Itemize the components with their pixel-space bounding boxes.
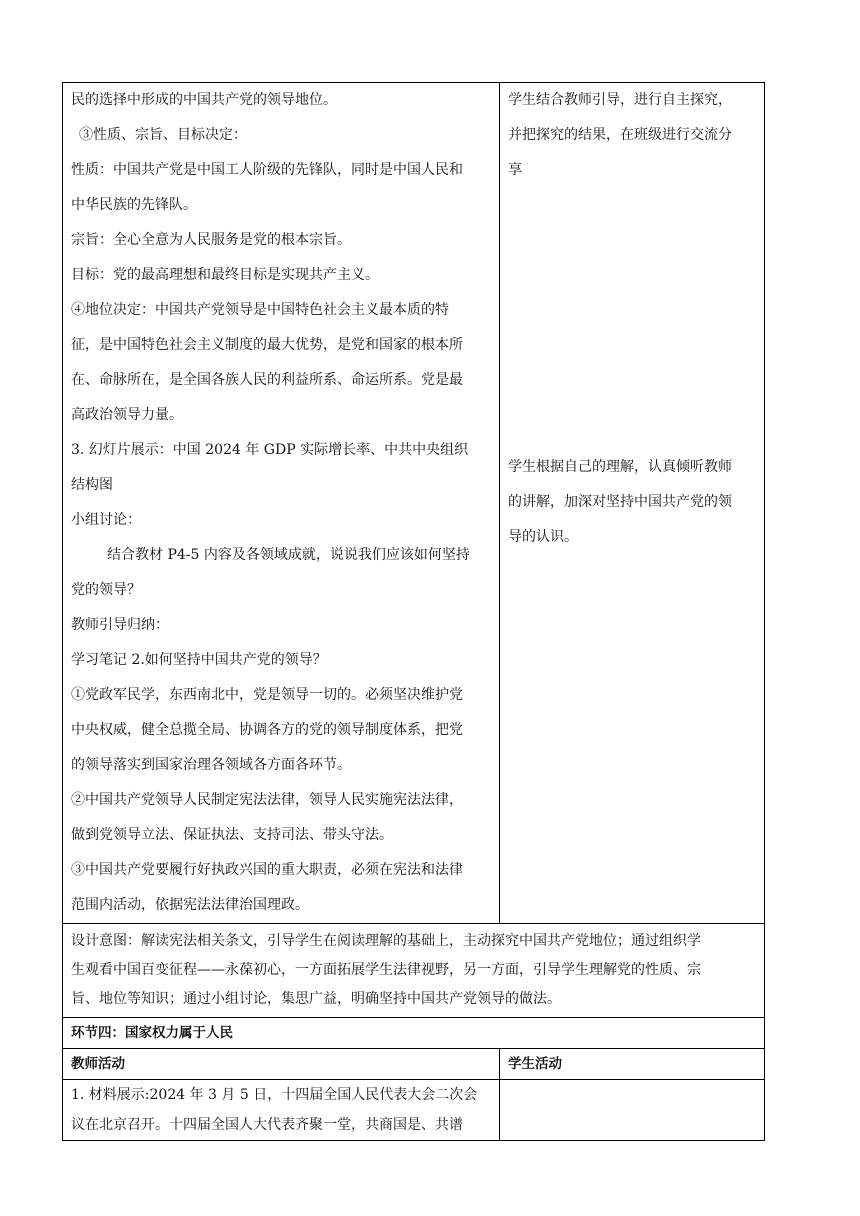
text-line: 在、命脉所在，是全国各族人民的利益所系、命运所系。党是最 [71,372,463,388]
text-line: 学生根据自己的理解，认真倾听教师 [508,459,732,475]
text-line: 1. 材料展示:2024 年 3 月 5 日，十四届全国人民代表大会二次会 [71,1087,478,1103]
text-line: 小组讨论： [71,512,141,528]
text-line: 学习笔记 2.如何坚持中国共产党的领导？ [71,652,327,668]
text-line: 范围内活动，依据宪法法律治国理政。 [71,897,309,913]
text-line: 性质：中国共产党是中国工人阶级的先锋队，同时是中国人民和 [71,162,463,178]
text-line: 议在北京召开。十四届全国人大代表齐聚一堂，共商国是、共谱 [71,1117,463,1133]
design-intent-text [63,927,764,1014]
text-line: 结构图 [71,477,113,493]
section-title-cell [63,1018,765,1049]
text-line: 目标：党的最高理想和最终目标是实现共产主义。 [71,267,379,283]
text-line: 宗旨：全心全意为人民服务是党的根本宗旨。 [71,232,351,248]
student-activity-cell [500,83,765,924]
lesson-plan-table [62,82,765,1141]
text-line: 中央权威，健全总揽全局、协调各方的党的领导制度体系，把党 [71,722,463,738]
text-line: 结合教材 P4-5 内容及各领域成就，说说我们应该如何坚持 [107,547,470,563]
design-intent-row [63,924,765,1018]
teacher-activity-header: 教师活动 [71,1056,125,1072]
text-line: 做到党领导立法、保证执法、支持司法、带头守法。 [71,827,393,843]
text-line: 征，是中国特色社会主义制度的最大优势，是党和国家的根本所 [71,337,463,353]
text-line: 的领导落实到国家治理各领域各方面各环节。 [71,757,351,773]
teacher-header-cell [63,1049,500,1080]
teacher-activity-cell [63,83,500,924]
text-line: 高政治领导力量。 [71,407,183,423]
text-line: 享 [508,162,522,178]
design-intent-cell [63,924,765,1018]
student-header-cell [500,1049,765,1080]
text-line: 生观看中国百变征程——永葆初心，一方面拓展学生法律视野，另一方面，引导学生理解党的性质、宗 [71,962,701,978]
text-line: 旨、地位等知识；通过小组讨论，集思广益，明确坚持中国共产党领导的做法。 [71,991,561,1007]
material-row [63,1080,765,1141]
text-line: 党的领导？ [71,582,141,598]
text-line: ③中国共产党要履行好执政兴国的重大职责，必须在宪法和法律 [71,862,463,878]
student-activity-block-2 [500,450,764,555]
text-line: 民的选择中形成的中国共产党的领导地位。 [71,92,337,108]
text-line: 导的认识。 [508,529,578,545]
student-activity-header: 学生活动 [508,1056,562,1072]
material-student-cell [500,1080,765,1141]
text-line: 教师引导归纳： [71,617,169,633]
material-cell [63,1080,500,1141]
section-title: 环节四：国家权力属于人民 [71,1025,233,1041]
text-line: ④地位决定：中国共产党领导是中国特色社会主义最本质的特 [71,302,449,318]
text-line: 并把探究的结果，在班级进行交流分 [508,127,732,143]
text-line: 的讲解，加深对坚持中国共产党的领 [508,494,732,510]
section-title-row [63,1018,765,1049]
teaching-row [63,83,765,924]
material-text [63,1080,499,1140]
text-line: 设计意图：解读宪法相关条文，引导学生在阅读理解的基础上，主动探究中国共产党地位；通过组织学 [71,933,701,949]
text-line: 3. 幻灯片展示：中国 2024 年 GDP 实际增长率、中共中央组织 [71,442,469,458]
text-line: 学生结合教师引导，进行自主探究， [508,92,732,108]
text-line: 中华民族的先锋队。 [71,197,197,213]
column-header-row [63,1049,765,1080]
text-line: ②中国共产党领导人民制定宪法法律，领导人民实施宪法法律， [71,792,463,808]
text-line: ③性质、宗旨、目标决定： [79,127,247,143]
text-line: ①党政军民学，东西南北中，党是领导一切的。必须坚决维护党 [71,687,463,703]
teacher-activity-text [63,83,499,923]
student-activity-block-1 [500,83,764,188]
